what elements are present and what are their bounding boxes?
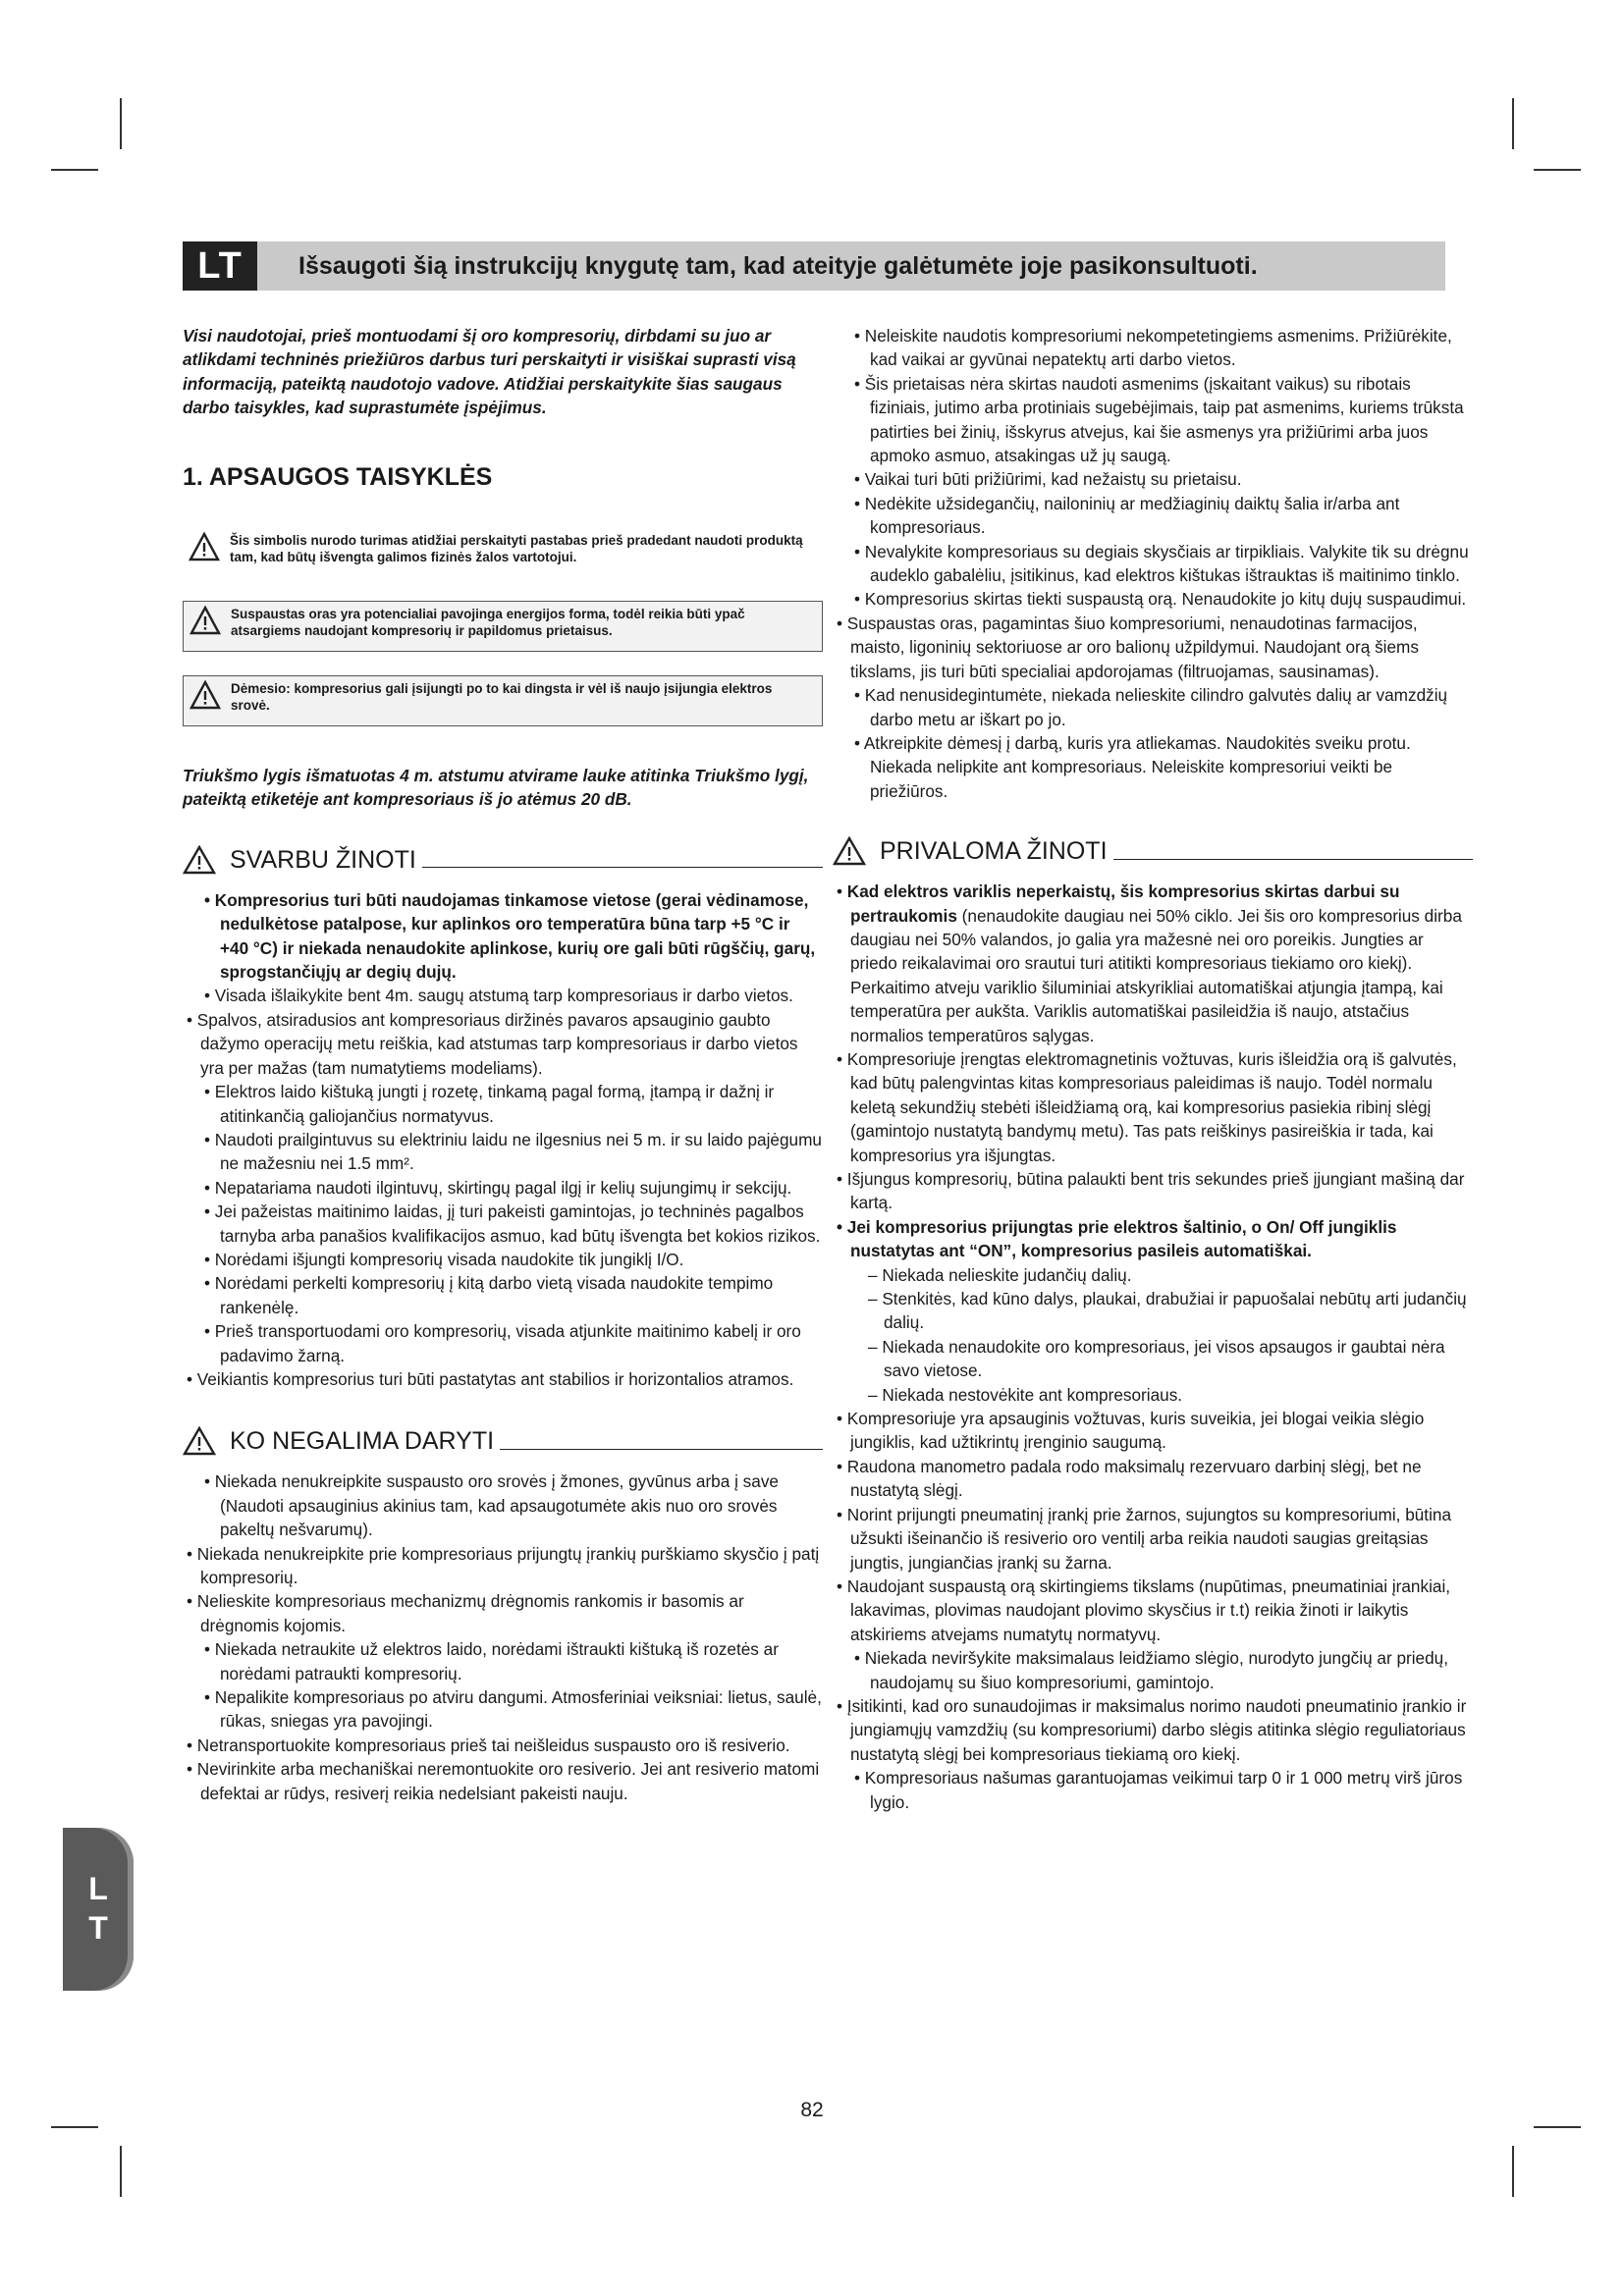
list-item-text: Nedėkite užsidegančių, nailoninių ar medžiaginių daiktų šalia ir/arba ant kompresoriaus. (864, 493, 1400, 538)
dash-item: – Stenkitės, kad kūno dalys, plaukai, drabužiai ir papuošalai nebūtų arti judančių dalių. (868, 1289, 1467, 1333)
heading-rule (1113, 859, 1473, 860)
dash-item: – Niekada nelieskite judančių dalių. (868, 1264, 1132, 1285)
language-side-tab (63, 1828, 134, 1991)
list-item-text: Prieš transportuodami oro kompresorių, visada atjunkite maitinimo kabelį ir oro padavimo žarną. (214, 1321, 801, 1365)
ko-title: KO NEGALIMA DARYTI (230, 1427, 495, 1456)
warning-note (183, 528, 823, 577)
list-item-text: Kad nenusidegintumėte, niekada nelieskite cilindro galvutės dalių ar vamzdžių darbo metu ar iškart po jo. (864, 685, 1448, 729)
list-item: • Nevirinkite arba mechaniškai neremontuokite oro resiverio. Jei ant resiverio matomi defektai ar rūdys, resiverį reikia nedelsiant pakeisti nauju. (187, 1759, 820, 1803)
list-item: • Neleiskite naudotis kompresoriumi nekompetetingiems asmenims. Prižiūrėkite, kad vaikai ar gyvūnai nepatektų arti darbo vietos. (854, 326, 1452, 370)
language-badge: LT (183, 241, 257, 291)
list-item-text: Kompresoriuje įrengtas elektromagnetinis vožtuvas, kuris išleidžia orą iš galvutės, kad būtų palengvintas kitas kompresoriaus paleidimas iš naujo. Todėl normalu keletą sekundžių stebėti išleidžiamą orą, kai kompresorius pasiekia ribinį slėgį (gamintojo nustatytą bandymų metu). Tas pats reiškinys pasireiškia ir tada, kai kompresorius yra išjungtas. (846, 1048, 1457, 1165)
list-item-text: Nevalykite kompresoriaus su degiais skysčiais ar tirpikliais. Valykite tik su drėgnu audeklo gabalėliu, įsitikinus, kad elektros kištukas ištrauktas iš maitinimo tinklo. (864, 541, 1469, 586)
list-item: • Veikiantis kompresorius turi būti pastatytas ant stabilios ir horizontalios atramos. (187, 1368, 794, 1389)
warning-icon (189, 606, 221, 635)
noise-level-note: Triukšmo lygis išmatuotas 4 m. atstumu atvirame lauke atitinka Triukšmo lygį, pateiktą etiketėje ant kompresoriaus iš jo atėmus 20 dB. (183, 766, 809, 810)
list-item-bold-text: Kad elektros variklis neperkaistų, šis kompresorius skirtas darbui su pertraukomis (846, 881, 1400, 926)
list-item-text: Išjungus kompresorių, būtina palaukti bent tris sekundes prieš įjungiant mašiną dar kartą. (846, 1169, 1465, 1213)
list-item: • Nevalykite kompresoriaus su degiais skysčiais ar tirpikliais. Valykite tik su drėgnu audeklo gabalėliu, įsitikinus, kad elektros kištukas ištrauktas iš maitinimo tinklo. (854, 541, 1469, 586)
list-item: • Nepalikite kompresoriaus po atviru dangumi. Atmosferiniai veiksniai: lietus, saulė, rūkas, sniegas yra pavojingi. (204, 1687, 822, 1732)
crop-mark (1512, 2146, 1514, 2197)
svarbu-title: SVARBU ŽINOTI (230, 845, 416, 874)
list-item-text: Jei kompresorius prijungtas prie elektros šaltinio, o On/ Off jungiklis nustatytas ant “ON”, kompresorius pasileis automatiškai. (846, 1216, 1397, 1261)
list-item: • Įsitikinti, kad oro sunaudojimas ir maksimalus norimo naudoti pneumatinio įrankio ir jungiamųjų vamzdžių (su kompresoriumi) darbo slėgis atitinka slėgio reguliatoriaus nustatytą slėgį bei kompresoriaus tiekiamą oro kiekį. (837, 1695, 1467, 1764)
warning-icon (183, 1426, 216, 1456)
spacer (183, 1391, 823, 1426)
list-item: • Kompresoriuje įrengtas elektromagnetinis vožtuvas, kuris išleidžia orą iš galvutės, kad būtų palengvintas kitas kompresoriaus paleidimas iš naujo. Todėl normalu keletą sekundžių stebėti išleidžiamą orą, kai kompresorius pasiekia ribinį slėgį (gamintojo nustatytą bandymų metu). Tas pats reiškinys pasireiškia ir tada, kai kompresorius yra išjungtas. (837, 1048, 1457, 1165)
ko-heading (183, 1426, 823, 1456)
list-item-text: Nelieskite kompresoriaus mechanizmų drėgnomis rankomis ir basomis ar drėgnomis kojomis. (196, 1591, 744, 1635)
list-item-text: Niekada nenukreipkite prie kompresoriaus prijungtų įrankių purškiamo skysčio į patį kompresorių. (196, 1543, 820, 1587)
warning-text: Dėmesio: kompresorius gali įsijungti po to kai dingsta ir vėl iš naujo įsijungia elektros srovė. (231, 681, 773, 714)
list-item: • Norėdami išjungti kompresorių visada naudokite tik jungiklį I/O. (204, 1249, 684, 1269)
list-item-text: (nenaudokite daugiau nei 50% ciklo. Jei šis oro kompresorius dirba daugiau nei 50% valandos, jo galia yra mažesnė nei oro poreikis. Jungties ar priedo reikalavimai oro srautui turi atitikti kompresoriaus tiekiamo oro kiekį). Perkaitimo atveju variklio šiluminiai atskyrikliai automatiškai atjungia įtampą, kai temperatūra per aukšta. Variklis automatiškai pasileidžia iš naujo, atstačius normalios temperatūros sąlygas. (850, 905, 1462, 1045)
list-item: • Elektros laido kištuką jungti į rozetę, tinkamą pagal formą, įtampą ir dažnį ir atitinkančią galiojančius normatyvus. (204, 1082, 775, 1126)
list-item: • Netransportuokite kompresoriaus prieš tai neišleidus suspausto oro iš resiverio. (187, 1735, 790, 1755)
list-item: • Kad elektros variklis neperkaistų, šis kompresorius skirtas darbui su pertraukomis (nenaudokite daugiau nei 50% ciklo. Jei šis oro kompresorius dirba daugiau nei 50% valandos, jo galia yra mažesnė nei oro poreikis. Jungties ar priedo reikalavimai oro srautui turi atitikti kompresoriaus tiekiamo oro kiekį). Perkaitimo atveju variklio šiluminiai atskyrikliai automatiškai atjungia įtampą, kai temperatūra per aukšta. Variklis automatiškai pasileidžia iš naujo, atstačius normalios temperatūros sąlygas. (837, 881, 1462, 1045)
list-item: • Niekada nenukreipkite suspausto oro srovės į žmones, gyvūnus arba į save (Naudoti apsauginius akinius tam, kad apsaugotumėte akis nuo oro srovės pakeltų nešvarumų). (204, 1471, 779, 1540)
list-item: • Išjungus kompresorių, būtina palaukti bent tris sekundes prieš įjungiant mašiną dar kartą. (837, 1169, 1465, 1213)
list-item: • Visada išlaikykite bent 4m. saugų atstumą tarp kompresoriaus ir darbo vietos. (204, 986, 793, 1006)
svarbu-heading (183, 845, 823, 875)
crop-mark (1512, 98, 1514, 149)
list-item-text: Nepatariama naudoti ilgintuvų, skirtingų pagal ilgį ir kelių sujungimų ir sekcijų. (214, 1177, 792, 1198)
list-item-text: Kompresorius turi būti naudojamas tinkamose vietose (gerai vėdinamose, nedulkėtose patalpose, kur aplinkos oro temperatūra būna tarp +5 °C ir +40 °C) ir niekada nenaudokite aplinkose, kurių ore gali būti rūgščių, garų, sprogstančiųjų ar degių dujų. (214, 889, 816, 983)
list-item: • Niekada netraukite už elektros laido, norėdami ištraukti kištuką iš rozetės ar norėdami patraukti kompresorių. (204, 1639, 779, 1683)
list-item: • Kompresorius turi būti naudojamas tinkamose vietose (gerai vėdinamose, nedulkėtose patalpose, kur aplinkos oro temperatūra būna tarp +5 °C ir +40 °C) ir niekada nenaudokite aplinkose, kurių ore gali būti rūgščių, garų, sprogstančiųjų ar degių dujų. (204, 889, 816, 983)
spacer (833, 803, 1473, 836)
list-item: • Naudoti prailgintuvus su elektriniu laidu ne ilgesnius nei 5 m. ir su laido pajėgumu ne mažesniu nei 1.5 mm². (204, 1129, 822, 1174)
list-item: • Nepatariama naudoti ilgintuvų, skirtingų pagal ilgį ir kelių sujungimų ir sekcijų. (204, 1177, 792, 1198)
dash-item-text: Stenkitės, kad kūno dalys, plaukai, drabužiai ir papuošalai nebūtų arti judančių dalių. (882, 1289, 1467, 1333)
list-item: • Kompresoriaus našumas garantuojamas veikimui tarp 0 ir 1 000 metrų virš jūros lygio. (854, 1768, 1463, 1812)
list-item-text: Niekada netraukite už elektros laido, norėdami ištraukti kištuką iš rozetės ar norėdami patraukti kompresorių. (214, 1639, 779, 1683)
list-item: • Nelieskite kompresoriaus mechanizmų drėgnomis rankomis ir basomis ar drėgnomis kojomis. (187, 1591, 744, 1635)
dash-item-text: Niekada nelieskite judančių dalių. (882, 1264, 1132, 1285)
list-item: • Vaikai turi būti prižiūrimi, kad nežaistų su prietaisu. (854, 469, 1242, 490)
list-item: • Spalvos, atsiradusios ant kompresoriaus diržinės pavaros apsauginio gaubto dažymo operacijų metu reiškia, kad atstumas tarp kompresoriaus ir darbo vietos yra per mažas (tam numatytiems modeliams). (187, 1009, 798, 1078)
header-title: Išsaugoti šią instrukcijų knygutę tam, kad ateityje galėtumėte joje pasikonsultuoti. (298, 252, 1258, 280)
list-item: • Suspaustas oras, pagamintas šiuo kompresoriumi, nenaudotinas farmacijos, maisto, ligoninių sektoriuose ar oro balionų užpildymui. Naudojant orą šiems tikslams, jis turi būti specialiai apdorojamas (filtruojamas, sausinamas). (837, 613, 1419, 681)
intro-text: Visi naudotojai, prieš montuodami šį oro kompresorių, dirbdami su juo ar atlikdami techninės priežiūros darbus turi perskaityti ir visiškai suprasti visą informaciją, pateiktą naudotojo vadove. Atidžiai perskaitykite šias saugaus darbo taisykles, kad suprastumėte įspėjimus. (183, 326, 796, 418)
dash-item: – Niekada nestovėkite ant kompresoriaus. (868, 1384, 1183, 1405)
warning-note (183, 675, 823, 726)
list-item-text: Nevirinkite arba mechaniškai neremontuokite oro resiverio. Jei ant resiverio matomi defektai ar rūdys, resiverį reikia nedelsiant pakeisti nauju. (196, 1759, 820, 1803)
privaloma-heading (833, 836, 1473, 866)
page-number: 82 (800, 2099, 824, 2121)
list-item-text: Raudona manometro padala rodo maksimalų rezervuaro darbinį slėgį, bet ne nustatytą slėgį. (846, 1456, 1422, 1501)
list-item-text: Atkreipkite dėmesį į darbą, kuris yra atliekamas. Naudokitės sveiku protu. Niekada nelipkite ant kompresoriaus. Neleiskite kompresoriui veikti be priežiūros. (863, 732, 1411, 801)
list-item-text: Norint prijungti pneumatinį įrankį prie žarnos, sujungtos su kompresoriumi, būtina užsukti išeinančio iš resiverio oro ventilį arba reikia naudoti saugias greitąsias jungtis, jungiančias įrankį su žarna. (846, 1504, 1452, 1573)
list-item-text: Niekada nenukreipkite suspausto oro srovės į žmones, gyvūnus arba į save (Naudoti apsauginius akinius tam, kad apsaugotumėte akis nuo oro srovės pakeltų nešvarumų). (214, 1471, 779, 1540)
list-item-text: Netransportuokite kompresoriaus prieš tai neišleidus suspausto oro iš resiverio. (196, 1735, 790, 1755)
list-item: • Niekada nenukreipkite prie kompresoriaus prijungtų įrankių purškiamo skysčio į patį kompresorių. (187, 1543, 820, 1587)
left-column (183, 324, 823, 1805)
list-item: • Prieš transportuodami oro kompresorių, visada atjunkite maitinimo kabelį ir oro padavimo žarną. (204, 1321, 801, 1365)
dash-item-text: Niekada nestovėkite ant kompresoriaus. (882, 1384, 1183, 1405)
list-item: • Raudona manometro padala rodo maksimalų rezervuaro darbinį slėgį, bet ne nustatytą slėgį. (837, 1456, 1422, 1501)
privaloma-title: PRIVALOMA ŽINOTI (880, 836, 1108, 865)
right-column (833, 324, 1473, 1814)
list-item: • Jei pažeistas maitinimo laidas, jį turi pakeisti gamintojas, jo techninės pagalbos tarnyba arba panašios kvalifikacijos asmuo, kad būtų išvengta bet kokios rizikos. (204, 1201, 821, 1246)
list-item: • Nedėkite užsidegančių, nailoninių ar medžiaginių daiktų šalia ir/arba ant kompresoriaus. (854, 493, 1400, 538)
list-item-text: Spalvos, atsiradusios ant kompresoriaus diržinės pavaros apsauginio gaubto dažymo operacijų metu reiškia, kad atstumas tarp kompresoriaus ir darbo vietos yra per mažas (tam numatytiems modeliams). (196, 1009, 798, 1078)
list-item: • Kompresorius skirtas tiekti suspaustą orą. Nenaudokite jo kitų dujų suspaudimui. (854, 589, 1467, 610)
heading-rule (422, 867, 823, 868)
warning-text: Suspaustas oras yra potencialiai pavojinga energijos forma, todėl reikia būti ypač atsargiems naudojant kompresorių ir papildomus prietaisus. (231, 607, 745, 639)
list-item: • Kad nenusidegintumėte, niekada nelieskite cilindro galvutės dalių ar vamzdžių darbo metu ar iškart po jo. (854, 685, 1448, 729)
list-item-text: Elektros laido kištuką jungti į rozetę, tinkamą pagal formą, įtampą ir dažnį ir atitinkančią galiojančius normatyvus. (214, 1082, 775, 1126)
side-tab-letter: L (88, 1871, 108, 1906)
list-item: • Šis prietaisas nėra skirtas naudoti asmenims (įskaitant vaikus) su ribotais fiziniais, jutimo arba protiniais sugebėjimais, taip pat asmenims, kuriems trūksta patirties bei žinių, išskyrus atvejus, kai šie asmenys yra prižiūrimi arba juos apmoko asmuo, atsakingas už jų saugą. (854, 373, 1464, 466)
list-item: • Norėdami perkelti kompresorių į kitą darbo vietą visada naudokite tempimo rankenėlę. (204, 1273, 774, 1317)
dash-item-text: Niekada nenaudokite oro kompresoriaus, jei visos apsaugos ir gaubtai nėra savo vietose. (882, 1336, 1445, 1381)
list-item-text: Norėdami išjungti kompresorių visada naudokite tik jungiklį I/O. (214, 1249, 684, 1269)
list-item-text: Norėdami perkelti kompresorių į kitą darbo vietą visada naudokite tempimo rankenėlę. (214, 1273, 774, 1317)
list-item-text: Niekada neviršykite maksimalaus leidžiamo slėgio, nurodyto jungčių ar priedų, naudojamų su šiuo kompresoriumi, gamintojo. (864, 1648, 1449, 1692)
crop-mark (51, 2126, 98, 2128)
list-item-text: Įsitikinti, kad oro sunaudojimas ir maksimalus norimo naudoti pneumatinio įrankio ir jungiamųjų vamzdžių (su kompresoriumi) darbo slėgis atitinka slėgio reguliatoriaus nustatytą slėgį bei kompresoriaus tiekiamą oro kiekį. (846, 1695, 1467, 1764)
warning-icon (183, 845, 216, 875)
list-item-text: Kompresorius skirtas tiekti suspaustą orą. Nenaudokite jo kitų dujų suspaudimui. (864, 589, 1467, 610)
list-item: • Norint prijungti pneumatinį įrankį prie žarnos, sujungtos su kompresoriumi, būtina užsukti išeinančio iš resiverio oro ventilį arba reikia naudoti saugias greitąsias jungtis, jungiančias įrankį su žarna. (837, 1504, 1452, 1573)
list-item: • Naudojant suspaustą orą skirtingiems tikslams (nupūtimas, pneumatiniai įrankiai, lakavimas, plovimas naudojant plovimo skysčius ir t.t) reikia žinoti ir laikytis atskiriems atvejams numatytų normatyvų. (837, 1575, 1451, 1644)
list-item-text: Naudoti prailgintuvus su elektriniu laidu ne ilgesnius nei 5 m. ir su laido pajėgumu ne mažesniu nei 1.5 mm². (214, 1129, 822, 1174)
list-item-text: Naudojant suspaustą orą skirtingiems tikslams (nupūtimas, pneumatiniai įrankiai, lakavimas, plovimas naudojant plovimo skysčius ir t.t) reikia žinoti ir laikytis atskiriems atvejams numatytų normatyvų. (846, 1575, 1451, 1644)
list-item-text: Jei pažeistas maitinimo laidas, jį turi pakeisti gamintojas, jo techninės pagalbos tarnyba arba panašios kvalifikacijos asmuo, kad būtų išvengta bet kokios rizikos. (214, 1201, 821, 1246)
list-item-text: Suspaustas oras, pagamintas šiuo kompresoriumi, nenaudotinas farmacijos, maisto, ligoninių sektoriuose ar oro balionų užpildymui. Naudojant orą šiems tikslams, jis turi būti specialiai apdorojamas (filtruojamas, sausinamas). (846, 613, 1419, 681)
list-item: • Niekada neviršykite maksimalaus leidžiamo slėgio, nurodyto jungčių ar priedų, naudojamų su šiuo kompresoriumi, gamintojo. (854, 1648, 1449, 1692)
list-item: • Kompresoriuje yra apsauginis vožtuvas, kuris suveikia, jei blogai veikia slėgio jungiklis, kad užtikrintų įrenginio saugumą. (837, 1409, 1425, 1453)
header-bar (183, 241, 1445, 291)
dash-item: – Niekada nenaudokite oro kompresoriaus, jei visos apsaugos ir gaubtai nėra savo vietose. (868, 1336, 1445, 1381)
crop-mark (51, 169, 98, 171)
warning-icon (189, 680, 221, 710)
list-item-text: Visada išlaikykite bent 4m. saugų atstumą tarp kompresoriaus ir darbo vietos. (214, 986, 793, 1006)
list-item: • Atkreipkite dėmesį į darbą, kuris yra atliekamas. Naudokitės sveiku protu. Niekada nelipkite ant kompresoriaus. Neleiskite kompresoriui veikti be priežiūros. (854, 732, 1411, 801)
crop-mark (120, 2146, 122, 2197)
list-item-text: Kompresoriaus našumas garantuojamas veikimui tarp 0 ir 1 000 metrų virš jūros lygio. (864, 1768, 1463, 1812)
side-tab-letter: T (88, 1910, 108, 1946)
crop-mark (120, 98, 122, 149)
list-item-text: Neleiskite naudotis kompresoriumi nekompetetingiems asmenims. Prižiūrėkite, kad vaikai ar gyvūnai nepatektų arti darbo vietos. (864, 326, 1452, 370)
list-item-text: Nepalikite kompresoriaus po atviru dangumi. Atmosferiniai veiksniai: lietus, saulė, rūkas, sniegas yra pavojingi. (214, 1687, 822, 1732)
heading-rule (500, 1449, 823, 1450)
list-item-text: Kompresoriuje yra apsauginis vožtuvas, kuris suveikia, jei blogai veikia slėgio jungiklis, kad užtikrintų įrenginio saugumą. (846, 1409, 1425, 1453)
crop-mark (1534, 2126, 1581, 2128)
warning-note (183, 601, 823, 652)
warning-icon (833, 836, 866, 866)
list-item: • Jei kompresorius prijungtas prie elektros šaltinio, o On/ Off jungiklis nustatytas ant “ON”, kompresorius pasileis automatiškai. (837, 1216, 1397, 1261)
section-title: 1. APSAUGOS TAISYKLĖS (183, 462, 493, 491)
warning-text: Šis simbolis nurodo turimas atidžiai perskaityti pastabas prieš pradedant naudoti produktą tam, kad būtų išvengta galimos fizinės žalos vartotojui. (230, 533, 803, 565)
list-item-text: Šis prietaisas nėra skirtas naudoti asmenims (įskaitant vaikus) su ribotais fiziniais, jutimo arba protiniais sugebėjimais, taip pat asmenims, kuriems trūksta patirties bei žinių, išskyrus atvejus, kai šie asmenys yra prižiūrimi arba juos apmoko asmuo, atsakingas už jų saugą. (864, 373, 1464, 466)
list-item-text: Veikiantis kompresorius turi būti pastatytas ant stabilios ir horizontalios atramos. (196, 1368, 794, 1389)
list-item-text: Vaikai turi būti prižiūrimi, kad nežaistų su prietaisu. (864, 469, 1242, 490)
warning-icon (189, 532, 220, 561)
crop-mark (1534, 169, 1581, 171)
